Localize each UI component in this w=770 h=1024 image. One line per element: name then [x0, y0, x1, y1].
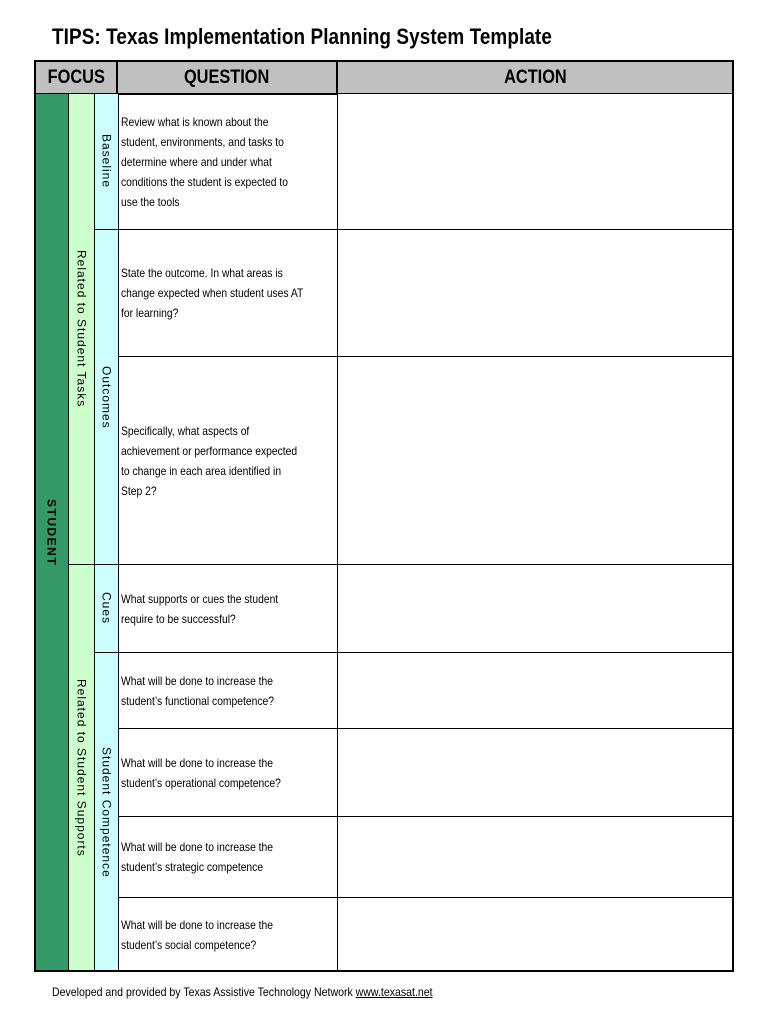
cues-label: Cues	[99, 592, 114, 625]
question-text: What will be done to increase the student’s functional competence?	[121, 673, 274, 708]
question-text: Specifically, what aspects of achievement or performance expected to change in each area identified in Step 2?	[121, 423, 298, 498]
student-band-label: STUDENT	[44, 498, 59, 567]
competence-label: Student Competence	[99, 746, 114, 878]
question-text: What supports or cues the student require to be successful?	[121, 591, 279, 626]
focus-header-label: FOCUS	[47, 66, 105, 88]
question-text: What will be done to increase the student’s strategic competence	[121, 840, 274, 874]
footer-text: Developed and provided by Texas Assistive Technology Network	[52, 985, 356, 999]
action-header-label: ACTION	[503, 66, 567, 88]
footer	[52, 985, 433, 999]
related-tasks-label: Related to Student Tasks	[74, 250, 89, 408]
question-text: What will be done to increase the student’s social competence?	[121, 917, 274, 952]
footer-link[interactable]: www.texasat.net	[355, 985, 433, 999]
baseline-label: Baseline	[99, 134, 114, 189]
question-text: What will be done to increase the student’s operational competence?	[121, 755, 281, 790]
related-supports-label: Related to Student Supports	[74, 679, 89, 857]
question-text: State the outcome. In what areas is change expected when student uses AT for learning?	[121, 266, 304, 320]
question-text: Review what is known about the student, environments, and tasks to determine where and under what conditions the student is expected to use the tools	[121, 114, 288, 209]
table-frame	[34, 60, 734, 972]
page-title: TIPS: Texas Implementation Planning System Template	[52, 24, 552, 49]
outcomes-label: Outcomes	[99, 365, 114, 429]
question-header-label: QUESTION	[184, 66, 270, 88]
